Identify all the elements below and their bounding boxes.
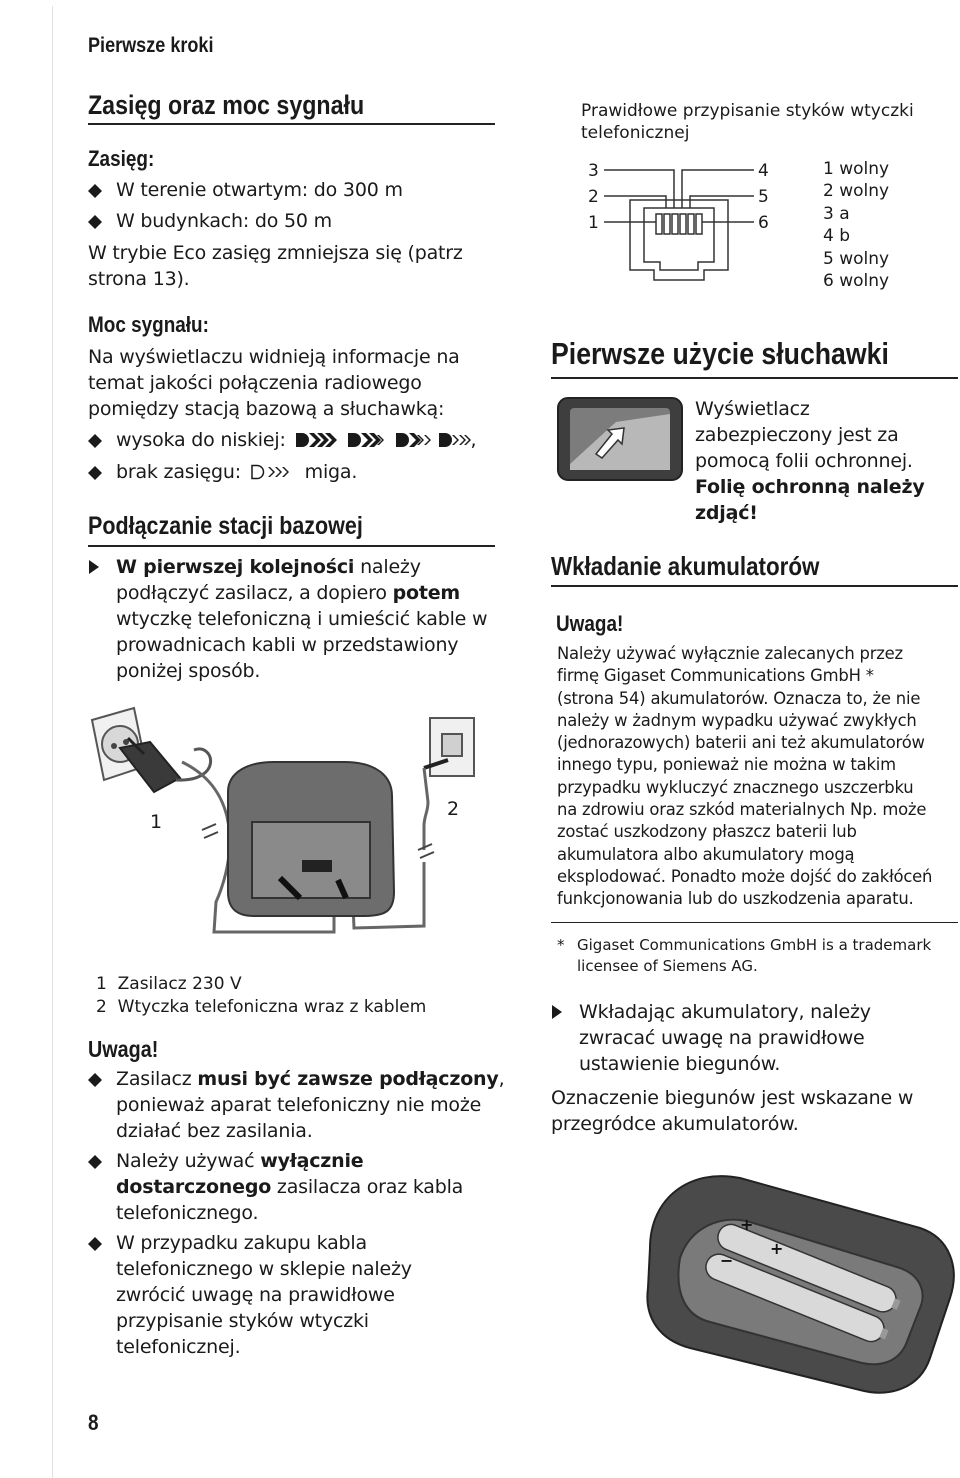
battery-compartment-illustration [630, 1158, 960, 1398]
callout-1: 1 [150, 811, 162, 833]
battery-note-box [551, 611, 958, 923]
legend-item: 1 Zasilacz 230 V [96, 974, 242, 994]
battery-note-text: Należy używać wyłącznie zalecanych przez firmę Gigaset Communications GmbH * (strona 54) akumulatorów. Oznacza to, że nie należy w żadnym wypadku używać zwykłych (jednorazowych) baterii ani też akumulatorów innego typu, ponieważ nie można w takim przypadku wykluczyć znacznego uszczerbku na zdrowiu oraz szkód materialnych Np. może zostać uszkodzony płaszcz baterii lub akumulatora albo akumulatory mogą eksplodować. Ponadto może dojść do zakłóceń funkcjonowania lub do uszkodzenia aparatu. [557, 644, 933, 909]
footnote: * Gigaset Communications GmbH is a trademark licensee of Siemens AG. [557, 936, 932, 975]
diamond-bullet-icon [88, 1237, 102, 1251]
pinout-right-numbers: 4 5 6 [758, 161, 769, 233]
section-title-base: Podłączanie stacji bazowej [88, 512, 363, 540]
svg-text:+: + [740, 1215, 754, 1234]
pinout-left-numbers: 3 2 1 [588, 161, 599, 233]
diamond-bullet-icon [88, 184, 102, 198]
section-rule [88, 123, 495, 125]
no-signal-icon [251, 464, 297, 480]
range-list [88, 177, 498, 234]
note-heading: Uwaga! [88, 1036, 159, 1062]
rj-plug-diagram [604, 164, 754, 284]
section-title-first-use: Pierwsze użycie słuchawki [551, 336, 889, 371]
list-item: W przypadku zakupu kabla telefonicznego w sklepie należy zwrócić uwagę na prawidłowe przypisanie styków wtyczki telefonicznej. [88, 1230, 508, 1360]
list-item: Należy używać wyłącznie dostarczonego zasilacza oraz kabla telefonicznego. [88, 1148, 508, 1226]
signal-text: Na wyświetlaczu widnieją informacje na temat jakości połączenia radiowego pomiędzy stacją bazową a słuchawką: [88, 346, 460, 420]
note-list [88, 1066, 508, 1360]
base-station-connection-illustration [84, 702, 504, 952]
handset-display-film-illustration [556, 394, 684, 484]
section-rule [551, 377, 958, 379]
triangle-bullet-icon [551, 1005, 563, 1019]
eco-note: W trybie Eco zasięg zmniejsza się (patrz strona 13). [88, 242, 463, 290]
callout-2: 2 [447, 798, 459, 820]
legend-item: 2 Wtyczka telefoniczna wraz z kablem [96, 997, 427, 1017]
pin-assignments: 1 wolny 2 wolny 3 a 4 b 5 wolny 6 wolny [823, 159, 890, 292]
signal-list [88, 427, 508, 485]
diamond-bullet-icon [88, 1073, 102, 1087]
range-heading: Zasięg: [88, 146, 155, 171]
svg-text:−: − [720, 1251, 734, 1270]
signal-strength-icons [296, 432, 471, 448]
polarity-note: Oznaczenie biegunów jest wskazane w przegródce akumulatorów. [551, 1087, 914, 1135]
first-use-text: Wyświetlacz zabezpieczony jest za pomocą folii ochronnej. Folię ochronną należy zdjąć! [695, 398, 925, 524]
list-item: W terenie otwartym: do 300 m [88, 177, 498, 203]
base-step: W pierwszej kolejności należy podłączyć zasilacz, a dopiero potem wtyczkę telefoniczną i umieścić kable w prowadnicach kabli w przedstawiony poniżej sposób. [88, 554, 508, 684]
battery-note-heading: Uwaga! [556, 611, 624, 636]
section-title-range: Zasięg oraz moc sygnału [88, 90, 365, 120]
list-item: brak zasięgu: miga. [88, 459, 508, 485]
page-number: 8 [88, 1410, 99, 1435]
section-rule [551, 585, 958, 587]
diamond-bullet-icon [88, 215, 102, 229]
diamond-bullet-icon [88, 434, 102, 448]
diamond-bullet-icon [88, 466, 102, 480]
diamond-bullet-icon [88, 1155, 102, 1169]
illustration-legend [96, 973, 426, 1019]
triangle-bullet-icon [88, 560, 100, 574]
section-title-battery: Wkładanie akumulatorów [551, 551, 820, 581]
list-item: W budynkach: do 50 m [88, 208, 498, 234]
section-rule [88, 545, 495, 547]
svg-text:+: + [770, 1239, 784, 1258]
signal-heading: Moc sygnału: [88, 312, 209, 337]
page-header-section: Pierwsze kroki [88, 34, 214, 57]
battery-step: Wkładając akumulatory, należy zwracać uwagę na prawidłowe ustawienie biegunów. [551, 999, 960, 1077]
list-item: wysoka do niskiej: , [88, 427, 508, 453]
list-item: Zasilacz musi być zawsze podłączony, ponieważ aparat telefoniczny nie może działać bez zasilania. [88, 1066, 508, 1144]
pinout-title: Prawidłowe przypisanie styków wtyczki telefonicznej [581, 101, 914, 143]
